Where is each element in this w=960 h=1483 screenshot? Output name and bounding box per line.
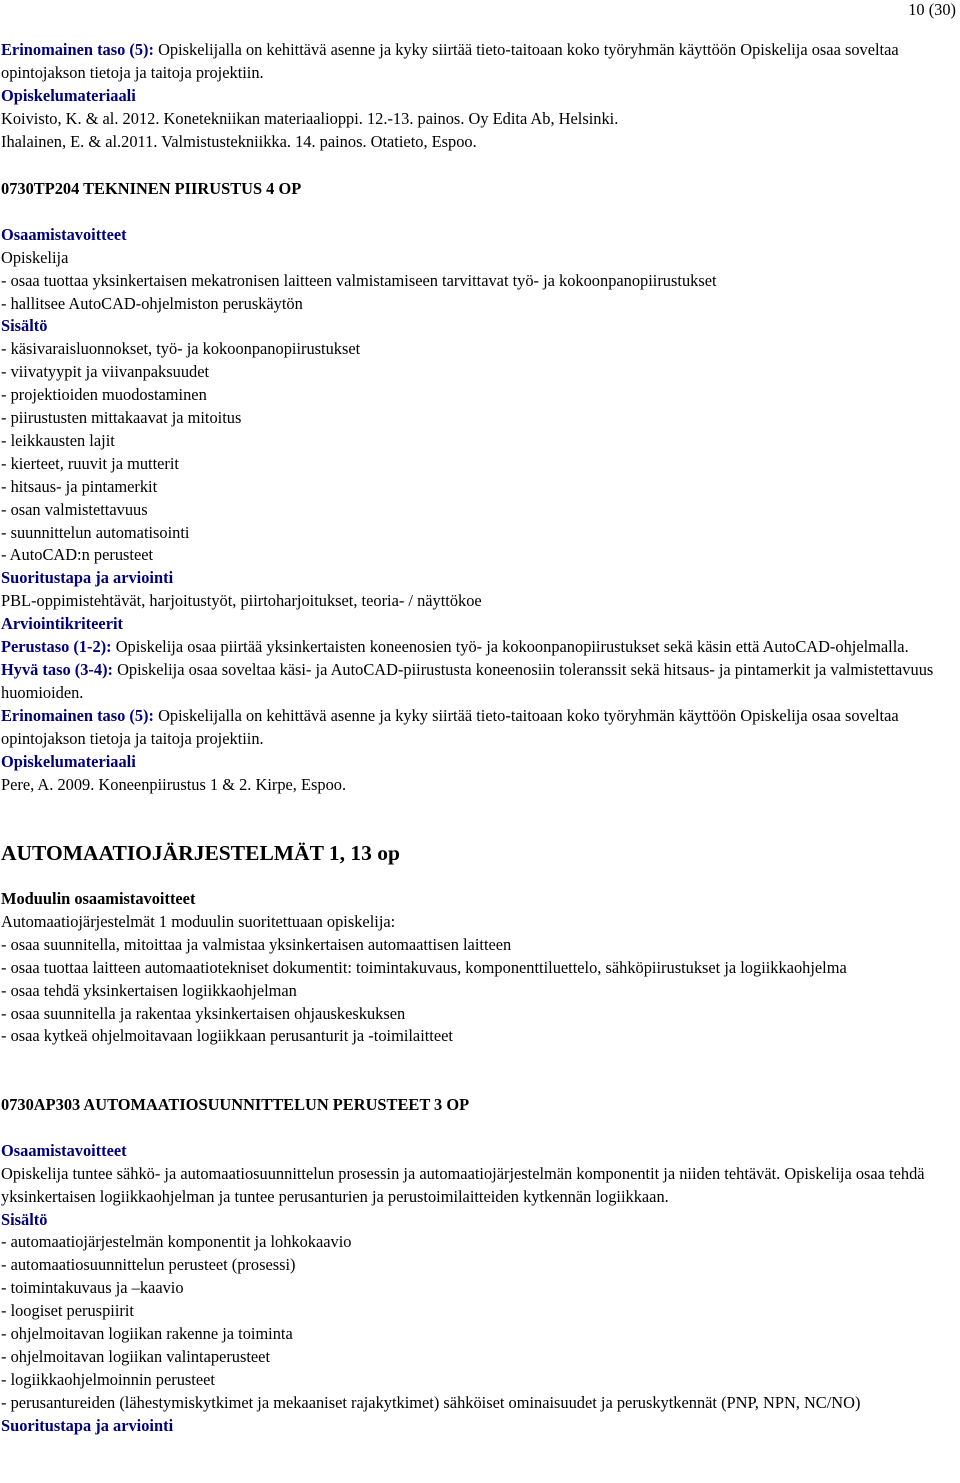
materials-heading: Opiskelumateriaali <box>1 751 136 771</box>
list-item: - suunnittelun automatisointi <box>1 522 953 545</box>
basic-level-paragraph <box>1 636 953 659</box>
list-item: - osaa tuottaa yksinkertaisen mekatronisen laitteen valmistamiseen tarvittavat työ- ja kokoonpanopiirustukset <box>1 270 953 293</box>
criteria-heading: Arviointikriteerit <box>1 614 123 634</box>
method-heading: Suoritustapa ja arviointi <box>1 568 174 588</box>
content-list <box>1 1231 953 1414</box>
excellent-level-text: Opiskelijalla on kehittävä asenne ja kyky siirtää tieto-taitoaan koko työryhmän käyttöön Opiskelija osaa soveltaa opintojakson tietoja ja taitoja projektiin. <box>1 705 899 748</box>
goals-text: Opiskelija tuntee sähkö- ja automaatiosuunnittelun prosessin ja automaatiojärjestelmän komponentit ja niiden tehtävät. Opiskelija osaa tehdä yksinkertaisen logiikkaohjelman ja tuntee perusanturien ja perustoimilaitteiden kytkennän logiikkaan. <box>1 1163 925 1206</box>
list-item: - piirustusten mittakaavat ja mitoitus <box>1 407 953 430</box>
excellent-level-label: Erinomainen taso (5): <box>1 40 154 59</box>
module-goals-list <box>1 934 953 1049</box>
course-automaatiosuunnittelu <box>1 1094 953 1438</box>
list-item: - osaa tuottaa laitteen automaatiotekniset dokumentit: toimintakuvaus, komponenttiluettelo, sähköpiirustukset ja logiikkaohjelma <box>1 957 953 980</box>
good-level-text: Opiskelija osaa soveltaa käsi- ja AutoCAD-piirustusta koneenosiin toleranssit sekä hitsaus- ja pintamerkit ja valmistettavuus huomioiden. <box>1 660 934 702</box>
list-item: - osaa suunnitella ja rakentaa yksinkertaisen ohjauskeskuksen <box>1 1003 953 1026</box>
list-item: - osaa kytkeä ohjelmoitavaan logiikkaan perusanturit ja -toimilaitteet <box>1 1025 953 1048</box>
basic-level-label: Perustaso (1-2): <box>1 637 112 657</box>
excellent-level-paragraph <box>1 39 953 85</box>
page-number: 10 (30) <box>908 0 956 19</box>
materials-heading: Opiskelumateriaali <box>1 85 136 105</box>
good-level-paragraph <box>1 659 953 705</box>
goals-heading: Osaamistavoitteet <box>1 224 127 244</box>
list-item: - kierteet, ruuvit ja mutterit <box>1 453 953 476</box>
list-item: - automaatiosuunnittelun perusteet (prosessi) <box>1 1254 953 1277</box>
list-item: - AutoCAD:n perusteet <box>1 544 953 567</box>
excellent-level-paragraph <box>1 705 953 751</box>
basic-level-text: Opiskelija osaa piirtää yksinkertaisten koneenosien työ- ja kokoonpanopiirustukset sekä käsin että AutoCAD-ohjelmalla. <box>115 637 909 657</box>
material-item: Pere, A. 2009. Koneenpiirustus 1 & 2. Kirpe, Espoo. <box>1 774 347 794</box>
list-item: - käsivaraisluonnokset, työ- ja kokoonpanopiirustukset <box>1 338 953 361</box>
course-title: 0730TP204 TEKNINEN PIIRUSTUS 4 OP <box>1 179 302 198</box>
excellent-level-text: Opiskelijalla on kehittävä asenne ja kyky siirtää tieto-taitoaan koko työryhmän käyttöön Opiskelija osaa soveltaa opintojakson tietoja ja taitoja projektiin. <box>1 40 899 82</box>
module-section <box>1 840 953 866</box>
list-item: - osan valmistettavuus <box>1 499 953 522</box>
top-section <box>1 39 953 154</box>
list-item: - logiikkaohjelmoinnin perusteet <box>1 1369 953 1392</box>
content-heading: Sisältö <box>1 1209 48 1229</box>
goals-list <box>1 270 953 316</box>
list-item: - leikkausten lajit <box>1 430 953 453</box>
list-item: - ohjelmoitavan logiikan valintaperusteet <box>1 1346 953 1369</box>
goals-intro: Opiskelija <box>1 247 69 267</box>
list-item: - perusantureiden (lähestymiskytkimet ja mekaaniset rajakytkimet) sähköiset ominaisuudet ja peruskytkennät (PNP, NPN, NC/NO) <box>1 1392 953 1415</box>
list-item: - osaa suunnitella, mitoittaa ja valmistaa yksinkertaisen automaattisen laitteen <box>1 934 953 957</box>
list-item: - loogiset peruspiirit <box>1 1300 953 1323</box>
list-item: - automaatiojärjestelmän komponentit ja lohkokaavio <box>1 1231 953 1254</box>
content-list <box>1 338 953 567</box>
list-item: - osaa tehdä yksinkertaisen logiikkaohjelman <box>1 980 953 1003</box>
list-item: - viivatyypit ja viivanpaksuudet <box>1 361 953 384</box>
good-level-label: Hyvä taso (3-4): <box>1 660 113 680</box>
list-item: - projektioiden muodostaminen <box>1 384 953 407</box>
material-item: Ihalainen, E. & al.2011. Valmistustekniikka. 14. painos. Otatieto, Espoo. <box>1 131 477 151</box>
material-item: Koivisto, K. & al. 2012. Konetekniikan materiaalioppi. 12.-13. painos. Oy Edita Ab, Helsinki. <box>1 108 619 128</box>
list-item: - toimintakuvaus ja –kaavio <box>1 1277 953 1300</box>
list-item: - ohjelmoitavan logiikan rakenne ja toiminta <box>1 1323 953 1346</box>
module-goals-section <box>1 888 953 1048</box>
course-title: 0730AP303 AUTOMAATIOSUUNNITTELUN PERUSTEET 3 OP <box>1 1095 470 1114</box>
list-item: - hallitsee AutoCAD-ohjelmiston peruskäytön <box>1 293 953 316</box>
method-heading: Suoritustapa ja arviointi <box>1 1415 174 1435</box>
module-goals-heading: Moduulin osaamistavoitteet <box>1 889 196 908</box>
list-item: - hitsaus- ja pintamerkit <box>1 476 953 499</box>
excellent-level-label: Erinomainen taso (5): <box>1 705 154 725</box>
module-title: AUTOMAATIOJÄRJESTELMÄT 1, 13 op <box>1 841 401 865</box>
goals-heading: Osaamistavoitteet <box>1 1140 127 1160</box>
content-heading: Sisältö <box>1 316 48 336</box>
method-text: PBL-oppimistehtävät, harjoitustyöt, piirtoharjoitukset, teoria- / näyttökoe <box>1 591 482 611</box>
course-tekninen-piirustus <box>1 178 953 796</box>
module-goals-intro: Automaatiojärjestelmät 1 moduulin suoritettuaan opiskelija: <box>1 911 396 931</box>
